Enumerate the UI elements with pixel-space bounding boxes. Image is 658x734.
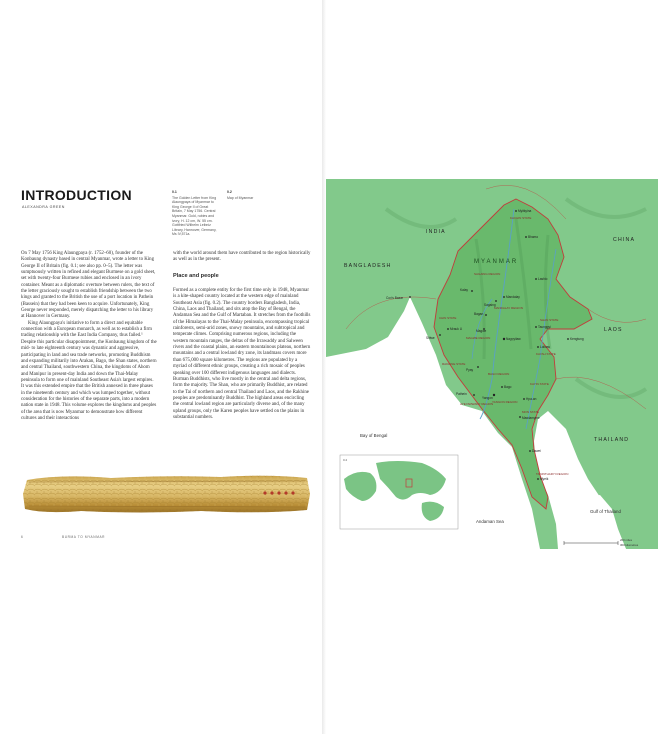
country-label: BANGLADESH bbox=[344, 263, 392, 269]
state-label: KAYAH STATE bbox=[536, 352, 556, 356]
sea-label: Gulf of Thailand bbox=[590, 509, 621, 514]
state-label: BAGO REGION bbox=[488, 372, 510, 376]
city-label: Magwe bbox=[476, 329, 487, 333]
state-label: KACHIN STATE bbox=[510, 216, 532, 220]
city-label: Naypyitaw bbox=[506, 337, 521, 341]
page-number: 6 bbox=[21, 535, 24, 539]
city-label: Mawlamyine bbox=[522, 416, 540, 420]
city-label: Lashio bbox=[538, 277, 548, 281]
city-label: Mandalay bbox=[506, 295, 520, 299]
state-label: YANGON REGION bbox=[492, 400, 518, 404]
state-label: MANDALAY REGION bbox=[494, 306, 523, 310]
state-label: SHAN STATE bbox=[540, 318, 559, 322]
state-label: CHIN STATE bbox=[439, 316, 457, 320]
city-label: Pathein bbox=[456, 392, 467, 396]
running-head: BURMA TO MYANMAR bbox=[62, 535, 106, 539]
body-column-2 bbox=[173, 251, 311, 421]
body-paragraph: Formed as a complete entity for the first time only in 1948, Myanmar is a kite-shaped country located at the western edge of mainland Southeast Asia (fig. 0.2). The country borders Bangladesh, India, China, Laos and Thailand, and sits atop the Bay of Bengal, the Andaman Sea and the Gulf of Martaban. It stretches from the foothills of the Himalayas to the Thai-Malay peninsula, encompassing tropical rainforests, semi-arid zones, snowy mountains, and subtropical and temperate climes. Comprising numerous regions, including the western mountain ranges, the deltas of the Irrawaddy and Salween rivers and the coastal plains, an eastern mountainous plateau, northern mountains and a central lowland dry zone, its landmass covers more than 675,000 square kilometres. The regions are populated by a myriad of different ethnic groups, creating a rich mosaic of peoples speaking over 100 different indigenous languages and dialects. Burman Buddhists, who live mostly in the central and delta regions, form the majority. The Shan, who are primarily Buddhist, are related to the Tai of northern and central Thailand and Laos, and the Rakhine peoples are predominantly Buddhist. The highland areas encircling the central lowland region are particularly diverse and, of the many upland groups, only the Karen peoples have settled on the plains in substantial numbers. bbox=[173, 288, 311, 420]
city-label: Pyay bbox=[466, 368, 474, 372]
state-label: TANINTHARYI REGION bbox=[536, 472, 569, 476]
city-label: Myitkyina bbox=[518, 209, 532, 213]
city-label: Cox's Bazar bbox=[386, 296, 404, 300]
state-label: SAGAING REGION bbox=[474, 272, 501, 276]
left-page bbox=[0, 0, 322, 734]
country-label: CHINA bbox=[613, 237, 636, 243]
sea-label: Bay of Bengal bbox=[360, 433, 388, 438]
city-label: Hpa-an bbox=[526, 397, 537, 401]
city-label: Bago bbox=[504, 385, 512, 389]
city-label: Bhamo bbox=[528, 235, 539, 239]
caption-number: 0.2 bbox=[227, 190, 232, 194]
inset-label: 0.2 bbox=[343, 458, 348, 462]
chapter-title: INTRODUCTION bbox=[21, 187, 132, 203]
state-label: AYEYARWADY REGION bbox=[460, 402, 494, 406]
city-label: Yangon bbox=[482, 396, 493, 400]
caption-text: The Golden Letter from King Alaungpaya of Myanmar to King George II of Great Britain, 7 May 1756. Central Myanmar. Gold, rubies and ivory, H. 12 cm, W. 55 cm. Gottfried Wilhelm Leibniz Library, Hannover, Germany, Ms IV,571a. bbox=[172, 195, 217, 237]
country-label: MYANMAR bbox=[474, 259, 519, 265]
body-column-1 bbox=[21, 251, 157, 422]
scale-label-km: 300 kilometres bbox=[620, 543, 639, 547]
scale-label-miles: 200 miles bbox=[620, 538, 632, 542]
city-label: Bagan bbox=[474, 312, 484, 316]
city-label: Kengtung bbox=[570, 337, 584, 341]
city-label: Loikaw bbox=[540, 345, 550, 349]
golden-letter-image bbox=[21, 470, 312, 517]
sea-label: Andaman Sea bbox=[476, 519, 504, 524]
caption-figure-1 bbox=[172, 190, 218, 237]
country-label: THAILAND bbox=[594, 437, 630, 443]
city-label: Taunggyi bbox=[538, 325, 551, 329]
city-label: Dawei bbox=[532, 449, 541, 453]
body-paragraph: On 7 May 1756 King Alaungpaya (r. 1752–60), founder of the Konbaung dynasty based in central Myanmar, wrote a letter to King George II of Britain (fig. 0.1; see also pp. 0–5). The letter was sumptuously written in refined and elegant Burmese on a gold sheet, set with twenty-four Burmese rubies and enclosed in an ivory container. Meant as a diplomatic overture between rulers, the text of the letter graciously sought to establish friendship between the two kings and granted to the British the use of a port location in Pathein (Bassein) that they had been keen to acquire. Unfortunately, King George never responded, merely dispatching the letter to his library at Hannover in Germany. bbox=[21, 251, 156, 320]
state-label: MAGWE REGION bbox=[466, 336, 491, 340]
state-label: MON STATE bbox=[522, 410, 540, 414]
city-label: Sagaing bbox=[484, 303, 496, 307]
caption-number: 0.1 bbox=[172, 190, 177, 194]
caption-figure-2 bbox=[227, 190, 267, 200]
state-label: RAKHINE STATE bbox=[442, 362, 466, 366]
map-of-myanmar bbox=[326, 179, 658, 549]
body-paragraph: with the world around them have contributed to the region historically as well as in the present. bbox=[173, 251, 311, 263]
country-label: LAOS bbox=[604, 327, 623, 333]
country-label: INDIA bbox=[426, 229, 446, 235]
chapter-author: ALEXANDRA GREEN bbox=[22, 205, 65, 209]
section-heading: Place and people bbox=[173, 272, 219, 279]
city-label: Mrauk U bbox=[450, 327, 463, 331]
city-label: Sittwe bbox=[426, 336, 435, 340]
inset-map bbox=[340, 455, 458, 529]
body-paragraph: King Alaungpaya's initiative to form a direct and equitable connection with a European monarch, as well as to establish a firm trading relationship with the East India Company, thus failed.¹ Despite this particular disappointment, the Konbaung kingdom of the mid- to late eighteenth century was dynamic and aggressive, participating in land and sea trade networks, promoting Buddhism and expanding militarily into Arakan, Bago, the Shan states, northern and central Thailand, southwestern China, the kingdoms of Ahom and Manipur in present-day India and down the Thai-Malay peninsula to form one of mainland Southeast Asia's largest empires. It was this extended empire that the British annexed in three phases in the nineteenth century and which was lumped together, without consideration for the histories of the separate parts, into a modern nation state in 1948. This volume explores the kingdoms and peoples of the area that is now Myanmar to demonstrate how different cultures and their interactions bbox=[21, 320, 157, 421]
city-label: Kalay bbox=[460, 288, 468, 292]
state-label: KAYIN STATE bbox=[530, 382, 549, 386]
city-label: Myeik bbox=[540, 477, 549, 481]
caption-text: Map of Myanmar bbox=[227, 195, 254, 200]
